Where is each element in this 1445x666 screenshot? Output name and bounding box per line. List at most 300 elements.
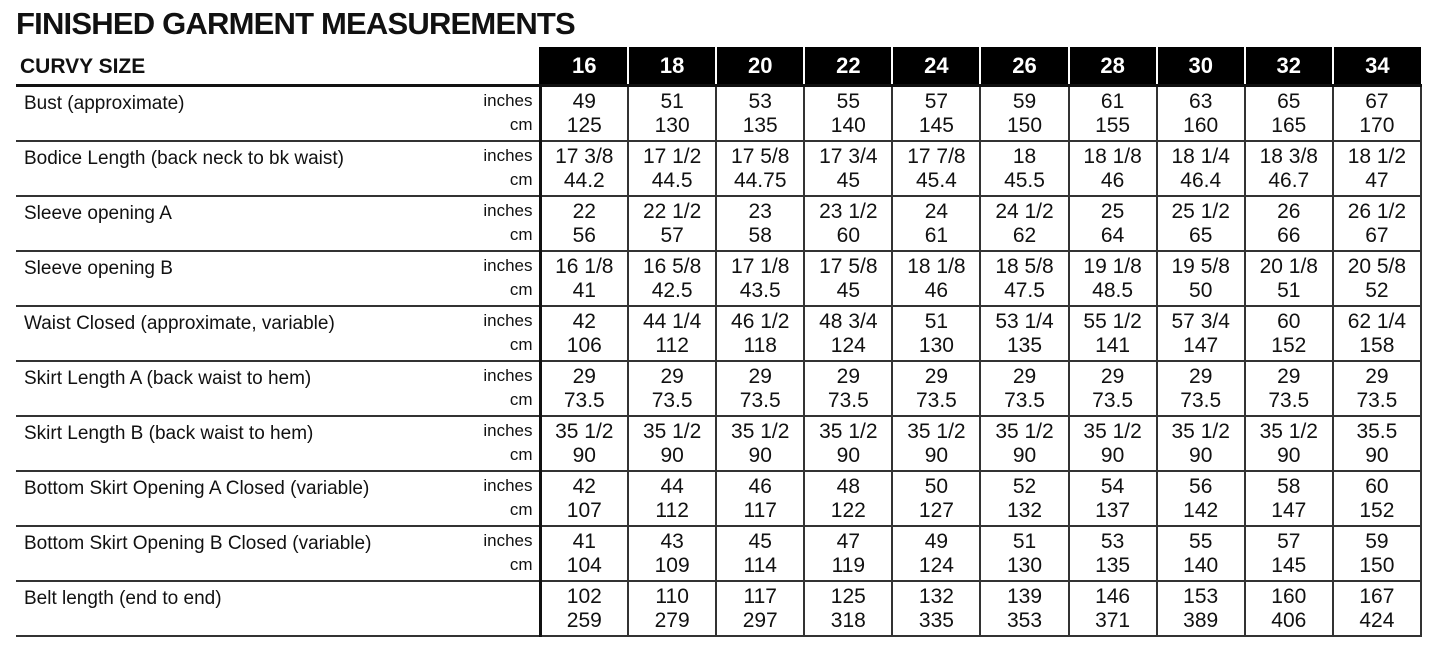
measurement-cell <box>1333 581 1421 636</box>
value-cm: 45.4 <box>915 169 957 192</box>
measurement-cell <box>1245 141 1333 196</box>
value-cm: 135 <box>1095 554 1131 577</box>
unit-cm-label: cm <box>509 115 533 134</box>
value-inches: 47 <box>836 530 860 553</box>
value-cm: 73.5 <box>1180 389 1222 412</box>
value-cm: 42.5 <box>651 279 693 302</box>
value-cm: 145 <box>1271 554 1307 577</box>
value-cm: 130 <box>654 114 690 137</box>
value-inches: 35 1/2 <box>1259 420 1318 443</box>
value-inches: 16 1/8 <box>555 255 614 278</box>
value-cm: 48.5 <box>1092 279 1134 302</box>
measurement-cell <box>1069 361 1157 416</box>
value-inches: 57 <box>1277 530 1301 553</box>
value-inches: 18 1/8 <box>907 255 966 278</box>
measurement-label: Bust (approximate) <box>24 93 185 114</box>
value-inches: 46 1/2 <box>731 310 790 333</box>
measurement-cell <box>980 141 1068 196</box>
measurement-cell <box>716 416 804 471</box>
value-cm: 44.5 <box>651 169 693 192</box>
measurement-cell <box>1245 471 1333 526</box>
table-row <box>16 471 1421 526</box>
value-inches: 132 <box>918 585 954 608</box>
value-cm: 152 <box>1271 334 1307 357</box>
measurement-cell <box>1245 86 1333 142</box>
measurement-cell <box>892 251 980 306</box>
measurement-cell <box>540 196 628 251</box>
measurement-cell <box>892 416 980 471</box>
measurement-cell <box>1069 251 1157 306</box>
value-inches: 35 1/2 <box>555 420 614 443</box>
value-inches: 50 <box>924 475 949 498</box>
unit-inches-label: inches <box>483 201 533 220</box>
measurement-cell <box>716 306 804 361</box>
row-label-cell <box>16 581 540 636</box>
value-cm: 147 <box>1271 499 1307 522</box>
value-inches: 18 <box>1012 145 1037 168</box>
value-inches: 53 <box>748 90 772 113</box>
value-cm: 90 <box>748 444 772 467</box>
row-label-cell <box>16 196 540 251</box>
measurement-cell <box>1157 416 1245 471</box>
unit-inches-label: inches <box>483 531 533 550</box>
measurement-cell <box>1069 526 1157 581</box>
value-cm: 147 <box>1183 334 1219 357</box>
value-inches: 46 <box>748 475 772 498</box>
value-inches: 51 <box>924 310 949 333</box>
unit-cm-label: cm <box>509 280 533 299</box>
value-inches: 16 5/8 <box>642 255 702 278</box>
unit-cm-label: cm <box>509 445 533 464</box>
row-label-cell <box>16 471 540 526</box>
value-inches: 23 <box>748 200 772 223</box>
unit-inches-label: inches <box>483 476 533 495</box>
measurement-cell <box>1157 86 1245 142</box>
measurement-cell <box>1333 526 1421 581</box>
value-inches: 58 <box>1277 475 1301 498</box>
value-inches: 57 3/4 <box>1171 310 1230 333</box>
value-inches: 44 <box>660 475 684 498</box>
measurement-cell <box>980 581 1068 636</box>
value-cm: 130 <box>1006 554 1043 577</box>
value-cm: 135 <box>742 114 778 137</box>
value-cm: 47 <box>1365 169 1389 192</box>
unit-inches-label: inches <box>483 421 533 440</box>
measurement-cell <box>540 526 628 581</box>
value-cm: 58 <box>748 224 772 247</box>
value-cm: 109 <box>654 554 690 577</box>
value-inches: 17 3/4 <box>819 145 878 168</box>
size-header: 26 <box>980 47 1068 86</box>
unit-inches-label: inches <box>483 91 533 110</box>
measurement-cell <box>628 196 716 251</box>
value-cm: 73.5 <box>563 389 605 412</box>
measurement-cell <box>892 361 980 416</box>
value-inches: 153 <box>1183 585 1219 608</box>
value-cm: 118 <box>743 334 777 357</box>
unit-inches-label: inches <box>483 256 533 275</box>
size-header: 20 <box>716 47 804 86</box>
measurement-label: Bottom Skirt Opening A Closed (variable) <box>24 478 370 499</box>
value-inches: 35 1/2 <box>1171 420 1230 443</box>
measurement-label: Belt length (end to end) <box>24 588 222 609</box>
value-inches: 29 <box>1277 365 1301 388</box>
measurement-cell <box>892 526 980 581</box>
value-inches: 45 <box>748 530 772 553</box>
table-body <box>16 86 1421 637</box>
measurement-cell <box>1157 196 1245 251</box>
value-inches: 57 <box>924 90 949 113</box>
measurement-cell <box>1157 526 1245 581</box>
measurement-cell <box>628 416 716 471</box>
measurement-cell <box>1245 251 1333 306</box>
value-cm: 90 <box>1365 444 1389 467</box>
page-title: FINISHED GARMENT MEASUREMENTS <box>16 6 575 41</box>
value-inches: 29 <box>1365 365 1389 388</box>
value-inches: 22 <box>572 200 596 223</box>
value-inches: 55 <box>836 90 860 113</box>
value-inches: 41 <box>572 530 596 553</box>
measurement-cell <box>980 471 1068 526</box>
measurement-cell <box>716 526 804 581</box>
value-inches: 18 1/2 <box>1347 145 1407 168</box>
size-header-label: CURVY SIZE <box>16 47 540 86</box>
measurement-cell <box>628 141 716 196</box>
measurement-cell <box>540 141 628 196</box>
value-cm: 106 <box>566 334 602 357</box>
value-cm: 41 <box>572 279 596 302</box>
measurement-cell <box>540 306 628 361</box>
measurement-cell <box>892 141 980 196</box>
value-cm: 140 <box>830 114 866 137</box>
measurement-cell <box>1157 251 1245 306</box>
value-cm: 45 <box>836 169 860 192</box>
row-label-cell <box>16 251 540 306</box>
value-cm: 90 <box>1100 444 1125 467</box>
value-inches: 42 <box>572 310 596 333</box>
measurement-label: Sleeve opening B <box>24 258 173 279</box>
measurement-cell <box>1069 581 1157 636</box>
measurement-cell <box>716 86 804 142</box>
measurement-table <box>16 47 1422 637</box>
measurement-label: Skirt Length A (back waist to hem) <box>24 368 312 389</box>
value-inches: 54 <box>1100 475 1125 498</box>
value-inches: 23 1/2 <box>819 200 878 223</box>
value-cm: 145 <box>918 114 954 137</box>
value-inches: 29 <box>660 365 684 388</box>
value-inches: 65 <box>1277 90 1301 113</box>
value-cm: 90 <box>1012 444 1037 467</box>
measurement-cell <box>1069 416 1157 471</box>
row-label-cell <box>16 526 540 581</box>
value-inches: 26 1/2 <box>1347 200 1407 223</box>
value-cm: 73.5 <box>1092 389 1134 412</box>
value-inches: 51 <box>1012 530 1037 553</box>
measurement-cell <box>716 251 804 306</box>
value-cm: 45.5 <box>1004 169 1045 192</box>
value-cm: 73.5 <box>739 389 781 412</box>
table-row <box>16 306 1421 361</box>
value-cm: 142 <box>1183 499 1219 522</box>
size-header: 28 <box>1069 47 1157 86</box>
measurement-cell <box>892 196 980 251</box>
value-cm: 66 <box>1277 224 1301 247</box>
value-cm: 130 <box>918 334 954 357</box>
value-cm: 297 <box>742 609 778 632</box>
measurement-cell <box>1157 141 1245 196</box>
measurement-cell <box>628 581 716 636</box>
measurement-cell <box>1333 416 1421 471</box>
value-inches: 60 <box>1365 475 1389 498</box>
value-cm: 150 <box>1359 554 1395 577</box>
value-inches: 29 <box>924 365 949 388</box>
value-cm: 73.5 <box>1004 389 1045 412</box>
measurement-cell <box>804 526 892 581</box>
value-cm: 122 <box>830 499 866 522</box>
value-cm: 150 <box>1006 114 1043 137</box>
value-cm: 137 <box>1095 499 1131 522</box>
value-cm: 152 <box>1359 499 1395 522</box>
measurement-cell <box>980 86 1068 142</box>
value-cm: 52 <box>1365 279 1389 302</box>
value-cm: 56 <box>572 224 596 247</box>
value-inches: 29 <box>748 365 772 388</box>
value-inches: 18 3/8 <box>1259 145 1318 168</box>
value-cm: 124 <box>830 334 866 357</box>
value-cm: 61 <box>924 224 949 247</box>
value-cm: 67 <box>1365 224 1389 247</box>
value-cm: 124 <box>918 554 954 577</box>
value-cm: 112 <box>655 334 689 357</box>
measurement-cell <box>1333 196 1421 251</box>
unit-cm-label: cm <box>509 170 533 189</box>
measurement-cell <box>716 141 804 196</box>
value-cm: 46.7 <box>1268 169 1310 192</box>
value-inches: 52 <box>1012 475 1037 498</box>
value-inches: 55 1/2 <box>1083 310 1142 333</box>
measurement-cell <box>1157 581 1245 636</box>
measurement-cell <box>1157 361 1245 416</box>
measurement-cell <box>892 306 980 361</box>
value-inches: 19 1/8 <box>1083 255 1142 278</box>
table-row <box>16 86 1421 142</box>
measurement-cell <box>1245 196 1333 251</box>
value-cm: 107 <box>566 499 602 522</box>
value-cm: 389 <box>1183 609 1219 632</box>
measurement-cell <box>892 581 980 636</box>
value-inches: 25 <box>1100 200 1125 223</box>
measurement-cell <box>628 471 716 526</box>
value-cm: 158 <box>1359 334 1395 357</box>
value-inches: 18 1/4 <box>1171 145 1230 168</box>
value-cm: 45 <box>836 279 860 302</box>
value-cm: 65 <box>1189 224 1213 247</box>
value-inches: 42 <box>572 475 596 498</box>
value-inches: 146 <box>1095 585 1131 608</box>
size-header: 30 <box>1157 47 1245 86</box>
value-cm: 90 <box>924 444 949 467</box>
value-cm: 73.5 <box>915 389 957 412</box>
value-inches: 35 1/2 <box>995 420 1054 443</box>
value-inches: 17 5/8 <box>731 145 790 168</box>
value-cm: 73.5 <box>1356 389 1398 412</box>
unit-cm-label: cm <box>509 225 533 244</box>
value-cm: 114 <box>743 554 777 577</box>
value-cm: 279 <box>654 609 690 632</box>
value-cm: 64 <box>1100 224 1125 247</box>
value-inches: 35 1/2 <box>1083 420 1142 443</box>
value-cm: 73.5 <box>827 389 869 412</box>
value-inches: 125 <box>830 585 866 608</box>
value-cm: 117 <box>743 499 777 522</box>
value-inches: 17 1/2 <box>642 145 702 168</box>
value-cm: 50 <box>1189 279 1213 302</box>
row-label-cell <box>16 361 540 416</box>
measurement-cell <box>628 526 716 581</box>
value-inches: 17 3/8 <box>555 145 614 168</box>
value-cm: 112 <box>655 499 689 522</box>
value-cm: 44.75 <box>733 169 787 192</box>
value-inches: 56 <box>1189 475 1213 498</box>
value-cm: 141 <box>1095 334 1131 357</box>
measurement-cell <box>1245 416 1333 471</box>
value-inches: 19 5/8 <box>1171 255 1230 278</box>
value-inches: 20 5/8 <box>1347 255 1407 278</box>
value-inches: 53 1/4 <box>995 310 1054 333</box>
value-inches: 24 <box>924 200 949 223</box>
measurement-cell <box>1157 471 1245 526</box>
value-inches: 35 1/2 <box>731 420 790 443</box>
measurement-cell <box>628 86 716 142</box>
measurement-label: Bottom Skirt Opening B Closed (variable) <box>24 533 372 554</box>
unit-cm-label: cm <box>509 555 533 574</box>
unit-inches-label: inches <box>483 146 533 165</box>
unit-inches-label: inches <box>483 311 533 330</box>
unit-inches-label: inches <box>483 366 533 385</box>
measurement-cell <box>980 196 1068 251</box>
value-inches: 167 <box>1359 585 1395 608</box>
value-inches: 18 1/8 <box>1083 145 1142 168</box>
table-row <box>16 581 1421 636</box>
value-inches: 20 1/8 <box>1259 255 1318 278</box>
measurement-cell <box>804 86 892 142</box>
measurement-cell <box>1245 306 1333 361</box>
value-cm: 335 <box>918 609 954 632</box>
value-inches: 53 <box>1100 530 1125 553</box>
measurement-cell <box>980 526 1068 581</box>
measurement-cell <box>628 361 716 416</box>
value-inches: 25 1/2 <box>1171 200 1230 223</box>
table-row <box>16 196 1421 251</box>
value-cm: 46 <box>924 279 949 302</box>
value-cm: 119 <box>831 554 866 577</box>
measurement-cell <box>716 471 804 526</box>
value-cm: 125 <box>566 114 602 137</box>
value-inches: 22 1/2 <box>642 200 702 223</box>
value-inches: 26 <box>1277 200 1301 223</box>
value-cm: 160 <box>1183 114 1219 137</box>
measurement-cell <box>540 471 628 526</box>
value-cm: 127 <box>918 499 954 522</box>
measurement-cell <box>804 141 892 196</box>
measurement-cell <box>716 196 804 251</box>
value-cm: 155 <box>1095 114 1131 137</box>
measurement-cell <box>1333 251 1421 306</box>
value-inches: 29 <box>1012 365 1037 388</box>
measurement-cell <box>980 416 1068 471</box>
value-cm: 90 <box>660 444 684 467</box>
measurement-cell <box>1245 526 1333 581</box>
value-cm: 46.4 <box>1180 169 1222 192</box>
measurement-cell <box>804 416 892 471</box>
value-inches: 35 1/2 <box>907 420 966 443</box>
size-header: 16 <box>540 47 628 86</box>
value-cm: 170 <box>1359 114 1395 137</box>
value-cm: 90 <box>572 444 596 467</box>
row-label-cell <box>16 86 540 142</box>
measurement-cell <box>804 581 892 636</box>
value-inches: 62 1/4 <box>1347 310 1407 333</box>
measurement-cell <box>716 581 804 636</box>
value-cm: 73.5 <box>1268 389 1310 412</box>
measurement-cell <box>1069 196 1157 251</box>
measurement-cell <box>1333 86 1421 142</box>
value-inches: 51 <box>660 90 684 113</box>
value-cm: 140 <box>1183 554 1219 577</box>
value-inches: 48 <box>836 475 860 498</box>
value-inches: 59 <box>1012 90 1037 113</box>
unit-cm-label: cm <box>509 335 533 354</box>
value-inches: 35 1/2 <box>819 420 878 443</box>
value-cm: 44.2 <box>563 169 605 192</box>
value-inches: 49 <box>572 90 596 113</box>
value-cm: 51 <box>1277 279 1301 302</box>
measurement-cell <box>1069 86 1157 142</box>
measurement-cell <box>540 86 628 142</box>
size-header: 32 <box>1245 47 1333 86</box>
measurement-cell <box>1245 361 1333 416</box>
value-inches: 139 <box>1006 585 1043 608</box>
row-label-cell <box>16 141 540 196</box>
value-inches: 24 1/2 <box>995 200 1054 223</box>
value-inches: 17 7/8 <box>907 145 966 168</box>
table-row <box>16 251 1421 306</box>
value-cm: 73.5 <box>651 389 693 412</box>
table-row <box>16 416 1421 471</box>
size-header: 18 <box>628 47 716 86</box>
measurement-cell <box>628 251 716 306</box>
measurement-cell <box>980 251 1068 306</box>
measurement-cell <box>1333 361 1421 416</box>
value-cm: 318 <box>830 609 866 632</box>
value-inches: 160 <box>1271 585 1307 608</box>
value-cm: 90 <box>1277 444 1301 467</box>
measurement-cell <box>1157 306 1245 361</box>
measurement-cell <box>892 471 980 526</box>
table-row <box>16 526 1421 581</box>
measurement-cell <box>892 86 980 142</box>
value-inches: 61 <box>1100 90 1125 113</box>
value-inches: 48 3/4 <box>819 310 878 333</box>
value-inches: 102 <box>566 585 602 608</box>
row-label-cell <box>16 416 540 471</box>
value-inches: 29 <box>1100 365 1125 388</box>
value-cm: 371 <box>1095 609 1131 632</box>
measurement-cell <box>628 306 716 361</box>
value-cm: 43.5 <box>739 279 781 302</box>
measurement-cell <box>540 361 628 416</box>
value-cm: 165 <box>1271 114 1307 137</box>
